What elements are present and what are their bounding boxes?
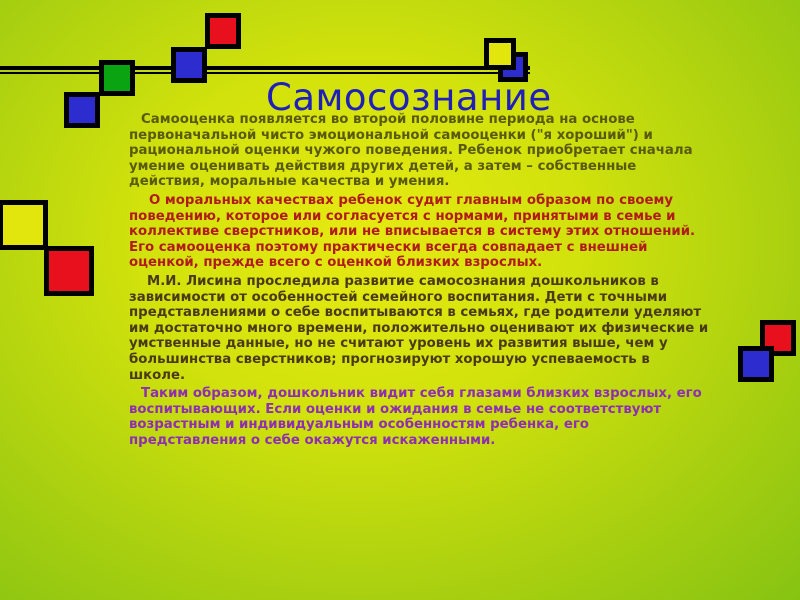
decor-square-green bbox=[99, 60, 135, 96]
slide-body bbox=[129, 112, 709, 451]
decor-square-blue-top bbox=[171, 47, 207, 83]
decor-square-red-left bbox=[44, 246, 94, 296]
paragraph-moral-qualities: О моральных качествах ребенок судит главным образом по своему поведению, которое или согласуется с нормами, принятыми в семье и коллективе сверстников, или не вписывается в систему этих отношений. Его самооценка поэтому практически всегда совпадает с внешней оценкой, прежде всего с оценкой близких взрослых. bbox=[129, 192, 696, 271]
top-rule-line-lower bbox=[0, 72, 530, 74]
top-rule-line-upper bbox=[0, 66, 530, 70]
decor-square-red-top bbox=[205, 13, 241, 49]
decor-square-yellow-top bbox=[484, 38, 516, 70]
decor-square-blue-left bbox=[64, 92, 100, 128]
paragraph-lisina: М.И. Лисина проследила развитие самосознания дошкольников в зависимости от особенностей семейного воспитания. Дети с точными представлениями о себе воспитываются в семьях, где родители уделяют им достаточно много времени, положительно оценивают их физические и умственные данные, но не считают уровень их развития выше, чем у большинства сверстников; прогнозируют хорошую успеваемость в школе. bbox=[129, 273, 709, 383]
slide-title: Самосознание bbox=[266, 76, 552, 119]
paragraph-self-esteem: Самооценка появляется во второй половине периода на основе первоначальной чисто эмоциональной самооценки ("я хороший") и рациональной оценки чужого поведения. Ребенок приобретает сначала умение оценивать действия других детей, а затем – собственные действия, моральные качества и умения. bbox=[129, 112, 693, 190]
paragraph-conclusion: Таким образом, дошкольник видит себя глазами близких взрослых, его воспитывающих. Если оценки и ожидания в семье не соответствуют возрастным и индивидуальным особенностям ребенка, его представления о себе окажутся искаженными. bbox=[129, 386, 702, 448]
decor-square-blue-right bbox=[738, 346, 774, 382]
decor-square-yellow-left bbox=[0, 200, 48, 250]
